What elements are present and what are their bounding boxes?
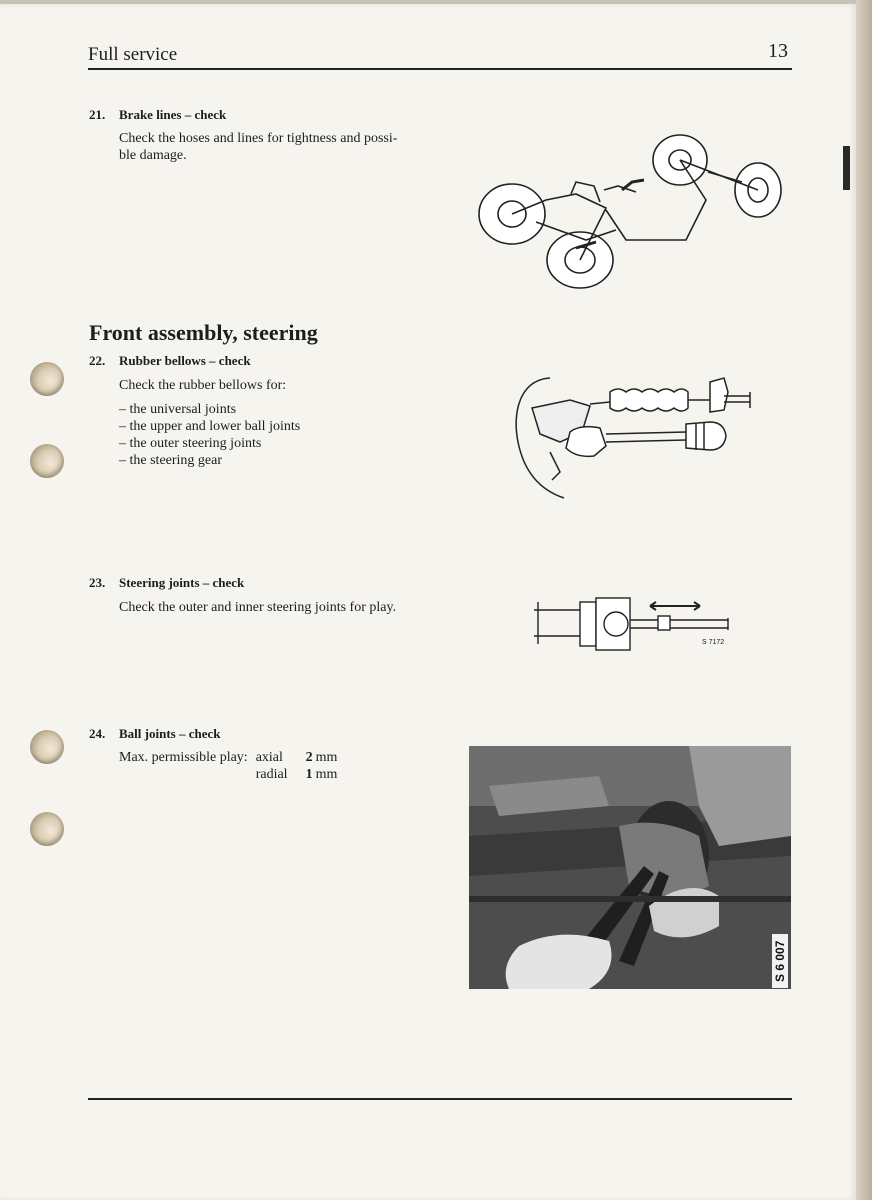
footer-rule xyxy=(88,1098,792,1100)
index-tab-mark xyxy=(843,146,850,190)
item-number: 21. xyxy=(89,107,106,122)
section-title: Front assembly, steering xyxy=(89,320,318,345)
list-item: – the outer steering joints xyxy=(119,436,262,451)
text-line: Check the hoses and lines for tightness and possi- xyxy=(119,131,398,146)
item-title: Ball joints – check xyxy=(119,726,221,741)
header-title: Full service xyxy=(88,44,178,65)
text-line: ble damage. xyxy=(119,148,187,163)
item-21-text xyxy=(119,130,397,164)
table-row xyxy=(119,749,345,766)
item-22-heading xyxy=(89,353,251,369)
item-title: Rubber bellows – check xyxy=(119,353,251,368)
page-edge xyxy=(856,0,872,1200)
ball-joint-photo xyxy=(469,746,791,989)
binder-hole xyxy=(30,812,64,846)
play-label: Max. permissible play: xyxy=(119,750,248,765)
play-unit: mm xyxy=(315,750,338,765)
header-rule xyxy=(88,68,792,70)
play-value: 2 xyxy=(305,750,313,765)
rubber-bellows-illustration xyxy=(510,372,755,502)
item-23-text: Check the outer and inner steering joints for play. xyxy=(119,600,397,615)
photo-image xyxy=(469,746,791,989)
binder-hole xyxy=(30,730,64,764)
figure-code: S 7172 xyxy=(702,639,725,646)
item-21-heading xyxy=(89,107,226,123)
binder-hole xyxy=(30,362,64,396)
steering-joint-illustration xyxy=(532,592,747,654)
list-item: – the steering gear xyxy=(119,453,223,468)
play-name: radial xyxy=(255,767,288,782)
item-23-heading xyxy=(89,575,244,591)
item-title: Brake lines – check xyxy=(119,107,227,122)
play-name: axial xyxy=(255,750,283,765)
item-22-intro: Check the rubber bellows for: xyxy=(119,378,287,393)
list-item: – the upper and lower ball joints xyxy=(119,419,301,434)
list-item: – the universal joints xyxy=(119,402,237,417)
item-24-heading xyxy=(89,726,220,742)
table-row xyxy=(119,766,345,783)
item-number: 24. xyxy=(89,726,106,741)
binder-hole xyxy=(30,444,64,478)
play-value: 1 xyxy=(305,767,313,782)
page-number: 13 xyxy=(768,40,788,62)
photo-code: S 6 007 xyxy=(772,934,788,988)
item-title: Steering joints – check xyxy=(119,575,245,590)
rubber-bellows-list xyxy=(119,401,300,469)
permissible-play-table xyxy=(119,749,345,783)
play-unit: mm xyxy=(315,767,338,782)
item-number: 22. xyxy=(89,353,106,368)
brake-lines-illustration xyxy=(476,130,786,290)
item-number: 23. xyxy=(89,575,106,590)
